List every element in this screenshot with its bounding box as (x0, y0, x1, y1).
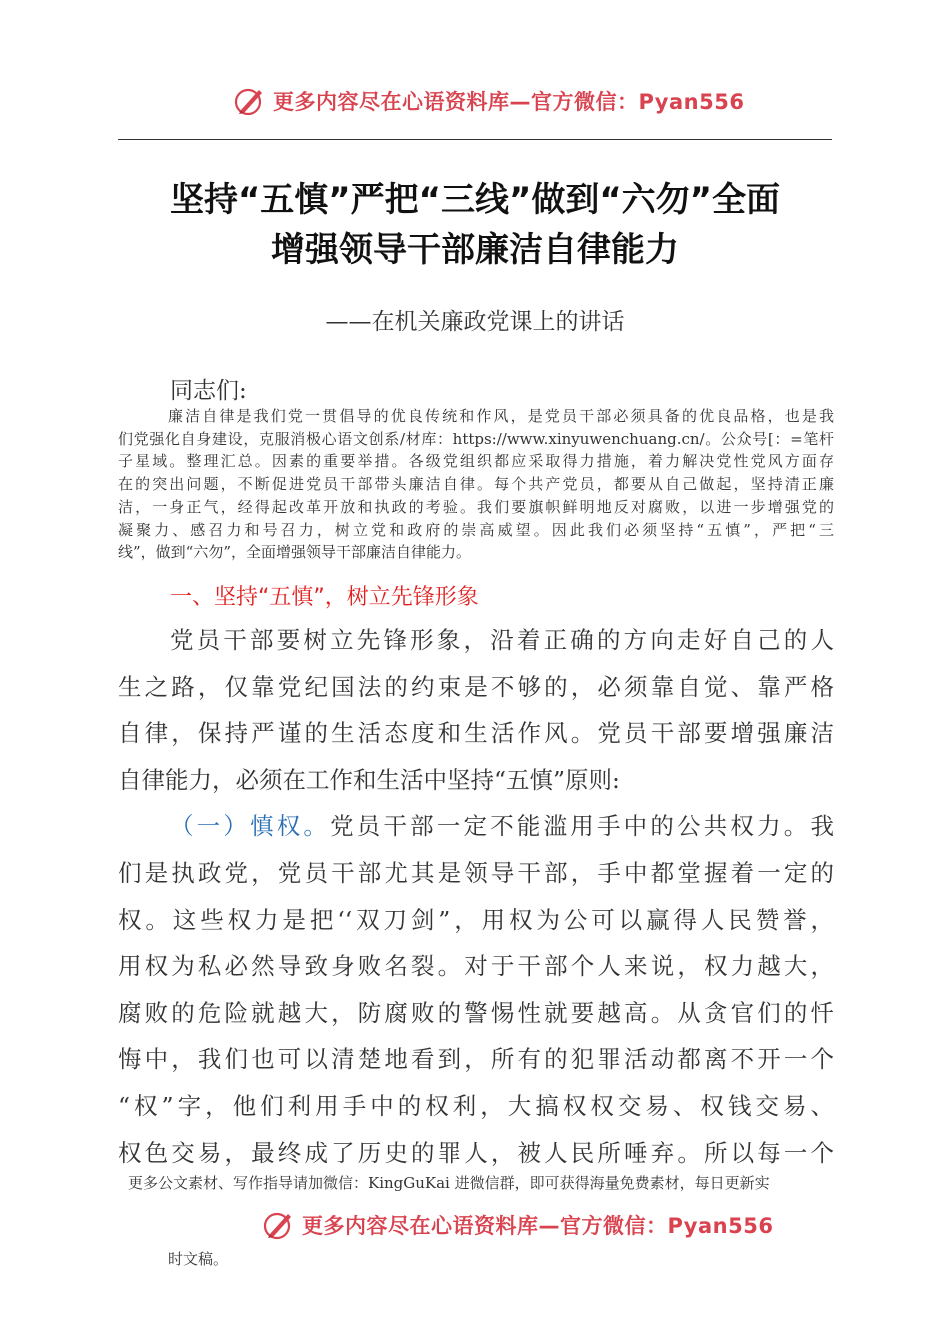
banner-text: 更多内容尽在心语资料库—官方微信：Pyan556 (273, 90, 745, 114)
banner-text: 更多内容尽在心语资料库—官方微信：Pyan556 (302, 1214, 774, 1238)
body-line: “权”字，他们利用手中的权利，大搞权权交易、权钱交易、 (118, 1091, 834, 1120)
body-line: 用权为私必然导致身败名裂。对于干部个人来说，权力越大， (118, 952, 834, 981)
intro-line: 洁，一身正气，经得起改革开放和执政的考验。我们要旗帜鲜明地反对腐败，以进一步增强党的 (118, 497, 834, 516)
body-line: 党员干部要树立先锋形象，沿着正确的方向走好自己的人 (170, 626, 834, 654)
subsection-first-line (118, 803, 834, 850)
section1-body (118, 617, 834, 1176)
pen-logo-icon (262, 1208, 296, 1242)
body-line: 腐败的危险就越大，防腐败的警惕性就要越高。从贪官们的忏 (118, 998, 834, 1027)
body-line: 权。这些权力是把‘‘双刀剑”，用权为公可以赢得人民赞誉， (118, 905, 834, 934)
body-line: 们是执政党，党员干部尤其是领导干部，手中都堂握着一定的 (118, 858, 834, 887)
document-title-line-1: 坚持“五慎”严把“三线”做到“六勿”全面 (169, 180, 781, 220)
body-line-rest: 党员干部一定不能滥用手中的公共权力。我 (330, 812, 834, 841)
body-line: 权色交易，最终成了历史的罪人，被人民所唾弃。所以每一个 (118, 1138, 834, 1167)
footer-banner (262, 1208, 773, 1242)
intro-line: 凝聚力、感召力和号召力，树立党和政府的崇高威望。因此我们必须坚持“五慎”，严把“三 (118, 520, 834, 539)
document-title-line-2: 增强领导干部廉洁自律能力 (271, 230, 679, 270)
body-line: 悔中，我们也可以清楚地看到，所有的犯罪活动都离不开一个 (118, 1045, 834, 1074)
intro-line: 们党强化自身建设，克服消极心语文创系/材库：https://www.xinyuwenchuang.cn/。公众号[：=笔杆 (118, 429, 834, 448)
intro-line: 线”，做到“六勿”，全面增强领导干部廉洁自律能力。 (118, 543, 472, 562)
body-line: 自律能力，必须在工作和生活中坚持“五慎”原则: (118, 765, 620, 794)
body-line: 生之路，仅靠党纪国法的约束是不够的，必须靠自觉、靠严格 (118, 672, 834, 701)
document-subtitle: ——在机关廉政党课上的讲话 (325, 309, 625, 335)
section-heading-1: 一、坚持“五慎”，树立先锋形象 (170, 585, 479, 610)
header-banner (233, 84, 744, 118)
subsection-heading: （一）慎权。 (170, 812, 331, 841)
header-rule (118, 139, 832, 140)
footer-tail: 时文稿。 (168, 1250, 229, 1268)
intro-paragraph (118, 405, 834, 564)
salutation: 同志们: (170, 378, 247, 404)
body-line: 自律，保持严谨的生活态度和生活作风。党员干部要增强廉洁 (118, 719, 834, 748)
intro-line: 子星域。整理汇总。因素的重要举措。各级党组织都应采取得力措施，着力解决党性党风方面存 (118, 452, 834, 471)
intro-line: 在的突出问题，不断促进党员干部带头廉洁自律。每个共产党员，都要从自己做起，坚持清正廉 (118, 475, 834, 494)
intro-line: 廉洁自律是我们党一贯倡导的优良传统和作风，是党员干部必须具备的优良品格，也是我 (168, 407, 834, 425)
footer-note: 更多公文素材、写作指导请加微信：KingGuKai 进微信群，即可获得海量免费素材，每日更新实 (128, 1174, 770, 1192)
pen-logo-icon (233, 84, 267, 118)
